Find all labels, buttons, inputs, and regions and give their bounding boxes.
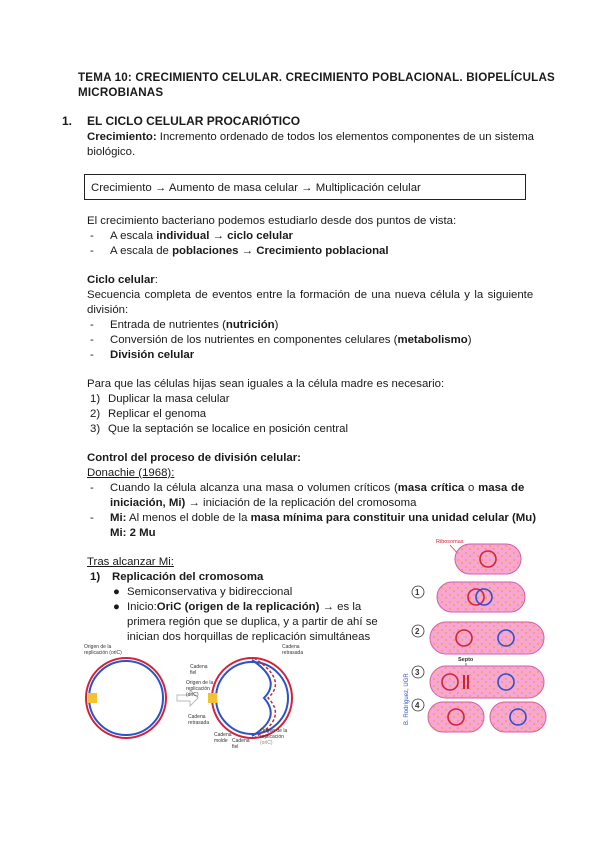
replication-figure: [82, 640, 322, 750]
tras-bullet-2-line3: inician dos horquillas de replicación simultáneas: [127, 631, 371, 643]
crecimiento-text: Incremento ordenado de todos los elementos componentes de un sistema: [156, 131, 535, 143]
control-ref: Donachie (1968):: [87, 467, 175, 479]
label-cadena-fiel: Cadena: [190, 664, 208, 670]
label-origen-b-2: replicación: [260, 734, 284, 740]
control-bullet-2-line2: Mi: 2 Mu: [110, 527, 156, 539]
label-cadena-ret-top-2: retrasada: [282, 650, 304, 656]
cell-stage-3-ribosomes: [430, 666, 544, 698]
label-origen-left: Origen de la: [84, 644, 112, 650]
oric-marker-right: [208, 693, 217, 703]
label-cadena-fiel-b: Cadena: [232, 738, 250, 744]
oric-marker-left: [88, 693, 97, 703]
ciclo-def-line2: división:: [87, 304, 129, 316]
section-number: 1.: [62, 114, 73, 128]
label-cadena-retr: Cadena: [188, 714, 206, 720]
hijas-item-1: 1) Duplicar la masa celular: [90, 393, 230, 405]
crecimiento-box: [84, 174, 526, 200]
label-cadena-ret-top: Cadena: [282, 644, 300, 650]
crecimiento-def-line1: [87, 130, 534, 144]
vista-intro: El crecimiento bacteriano podemos estudiarlo desde dos puntos de vista:: [87, 215, 457, 227]
step-1-label: 1: [415, 588, 420, 597]
tras-item-1: 1) Replicación del cromosoma: [90, 571, 264, 583]
label-cadena-mold: Cadena: [214, 732, 232, 738]
label-origen-rep: Origen de la: [186, 680, 214, 686]
ciclo-item-2: - Conversión de los nutrientes en componentes celulares (metabolismo): [90, 334, 472, 346]
chromosome-outer-strand: [86, 658, 166, 738]
cell-stage-4-right-ribosomes: [490, 702, 546, 732]
tras-bullet-2-line2: primera región que se duplica, y a partir de ahí se: [127, 616, 378, 628]
septum-right: [467, 675, 469, 689]
label-origen-left-2: replicación (oriC): [84, 650, 122, 656]
chromosome-inner-strand: [89, 661, 163, 735]
replicating-outer-strand: [212, 658, 292, 738]
label-origen-rep-3: (oriC): [186, 692, 199, 698]
ciclo-def-line1: Secuencia completa de eventos entre la formación de una nueva célula y la siguiente: [87, 289, 534, 301]
step-4-label: 4: [415, 701, 420, 710]
tras-label: Tras alcanzar Mi:: [87, 556, 174, 568]
control-bullet-1-line1: - Cuando la célula alcanza una masa o volumen críticos (masa crítica o masa de: [90, 482, 525, 494]
hijas-intro: Para que las células hijas sean iguales a la célula madre es necesario:: [87, 378, 445, 390]
label-cadena-mold-2: molde: [214, 738, 228, 744]
label-ribosomas: Ribosomas: [436, 539, 464, 545]
crecimiento-box-text: Crecimiento → Aumento de masa celular → Multiplicación celular: [91, 182, 421, 194]
label-origen-b: Origen de la: [260, 728, 288, 734]
cell-cycle-figure: [400, 530, 550, 745]
doc-title-line2: MICROBIANAS: [78, 86, 164, 99]
control-bullet-2-line1: - Mi: Al menos el doble de la masa mínima para constituir una unidad celular (Mu): [90, 512, 537, 524]
doc-title-line1: TEMA 10: CRECIMIENTO CELULAR. CRECIMIENTO POBLACIONAL. BIOPELÍCULAS: [78, 71, 555, 84]
cell-stage-1-ribosomes: [437, 582, 525, 612]
control-bullet-1-line2: iniciación, Mi) → iniciación de la replicación del cromosoma: [110, 497, 417, 509]
cell-stage-4-left-ribosomes: [428, 702, 484, 732]
ciclo-item-1: - Entrada de nutrientes (nutrición): [90, 319, 279, 331]
label-cadena-fiel-b-2: fiel: [232, 744, 239, 750]
tras-bullet-2-line1: ● Inicio:OriC (origen de la replicación) → es la: [113, 601, 362, 613]
crecimiento-label: Crecimiento:: [87, 131, 157, 143]
label-origen-rep-2: replicación: [186, 686, 210, 692]
ciclo-item-3: - División celular: [90, 349, 195, 361]
septum-left: [463, 675, 465, 689]
hijas-item-3: 3) Que la septación se localice en posición central: [90, 423, 348, 435]
section-heading: EL CICLO CELULAR PROCARIÓTICO: [87, 114, 301, 128]
ciclo-heading: Ciclo celular:: [87, 274, 158, 286]
label-septo: Septo: [458, 657, 474, 663]
cell-stage-2-ribosomes: [430, 622, 544, 654]
label-origen-b-3: (oriC): [260, 740, 273, 746]
step-2-label: 2: [415, 627, 420, 636]
figure-credit: B. Rodríguez, UGR: [404, 673, 410, 725]
replicating-inner-strand: [216, 662, 288, 734]
control-heading: Control del proceso de división celular:: [87, 452, 301, 464]
label-cadena-retr-2: retrasada: [188, 720, 210, 726]
step-3-label: 3: [415, 668, 420, 677]
vista-item-1: - A escala individual → ciclo celular: [90, 230, 293, 242]
hijas-item-2: 2) Replicar el genoma: [90, 408, 207, 420]
tras-bullet-1: ● Semiconservativa y bidireccional: [113, 586, 293, 598]
crecimiento-def-line2: biológico.: [87, 146, 136, 158]
label-cadena-fiel-2: fiel: [190, 670, 197, 676]
vista-item-2: - A escala de poblaciones → Crecimiento poblacional: [90, 245, 389, 257]
cell-stage-0-ribosomes: [455, 544, 521, 574]
